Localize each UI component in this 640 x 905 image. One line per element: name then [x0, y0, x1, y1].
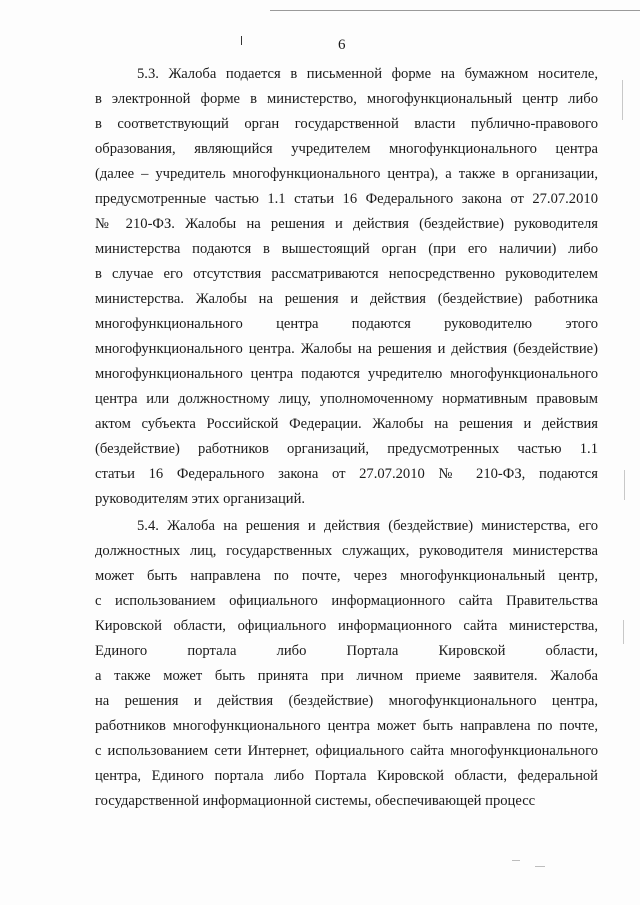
paragraph-line: Кировской области, официального информационного сайта министерства,	[95, 618, 598, 634]
paragraph-line: центра, Единого портала либо Портала Кировской области, федеральной	[95, 768, 598, 784]
paragraph-line: на решения и действия (бездействие) многофункционального центра,	[95, 693, 598, 709]
paragraph-line: в случае его отсутствия рассматриваются непосредственно руководителем	[95, 266, 598, 282]
scan-margin-mark	[624, 470, 625, 500]
scan-margin-mark	[623, 620, 624, 644]
paragraph-line: 5.3. Жалоба подается в письменной форме на бумажном носителе,	[137, 66, 598, 82]
paragraph-line: государственной информационной системы, обеспечивающей процесс	[95, 793, 536, 809]
paragraph-line: министерства. Жалобы на решения и действия (бездействие) работника	[95, 291, 598, 307]
paragraph-line: может быть направлена по почте, через многофункциональный центр,	[95, 568, 598, 584]
paragraph-line: должностных лиц, государственных служащих, руководителя министерства	[95, 543, 598, 559]
paragraph-line: Единого портала либо Портала Кировской области,	[95, 643, 598, 659]
paragraph-line: 5.4. Жалоба на решения и действия (бездействие) министерства, его	[137, 518, 598, 534]
page-number: 6	[338, 37, 346, 53]
paragraph-line: предусмотренные частью 1.1 статьи 16 Федерального закона от 27.07.2010	[95, 191, 598, 207]
scan-speck	[512, 860, 520, 861]
paragraph-line: статьи 16 Федерального закона от 27.07.2010 № 210-ФЗ, подаются	[95, 466, 598, 482]
paragraph-line: многофункционального центра. Жалобы на решения и действия (бездействие)	[95, 341, 598, 357]
paragraph-line: многофункционального центра подаются учредителю многофункционального	[95, 366, 598, 382]
stray-tick-mark	[241, 36, 242, 45]
paragraph-line: № 210-ФЗ. Жалобы на решения и действия (бездействие) руководителя	[95, 216, 598, 232]
paragraph-line: центра или должностному лицу, уполномоченному нормативным правовым	[95, 391, 598, 407]
paragraph-line: актом субъекта Российской Федерации. Жалобы на решения и действия	[95, 416, 598, 432]
scan-speck	[535, 866, 545, 867]
paragraph-line: (далее – учредитель многофункционального центра), а также в организации,	[95, 166, 598, 182]
paragraph-line: руководителям этих организаций.	[95, 491, 306, 507]
paragraph-line: в соответствующий орган государственной власти публично-правового	[95, 116, 598, 132]
paragraph-line: министерства подаются в вышестоящий орган (при его наличии) либо	[95, 241, 598, 257]
paragraph-5-3	[95, 62, 598, 512]
paragraph-line: образования, являющийся учредителем многофункционального центра	[95, 141, 598, 157]
top-edge-rule	[270, 10, 640, 11]
paragraph-line: с использованием сети Интернет, официального сайта многофункционального	[95, 743, 598, 759]
paragraph-line: (бездействие) работников организаций, предусмотренных частью 1.1	[95, 441, 598, 457]
paragraph-line: работников многофункционального центра может быть направлена по почте,	[95, 718, 598, 734]
paragraph-line: многофункционального центра подаются руководителю этого	[95, 316, 598, 332]
scan-margin-mark	[622, 80, 623, 120]
paragraph-line: а также может быть принята при личном приеме заявителя. Жалоба	[95, 668, 598, 684]
paragraph-5-4	[95, 514, 598, 814]
paragraph-line: в электронной форме в министерство, многофункциональный центр либо	[95, 91, 598, 107]
paragraph-line: с использованием официального информационного сайта Правительства	[95, 593, 598, 609]
